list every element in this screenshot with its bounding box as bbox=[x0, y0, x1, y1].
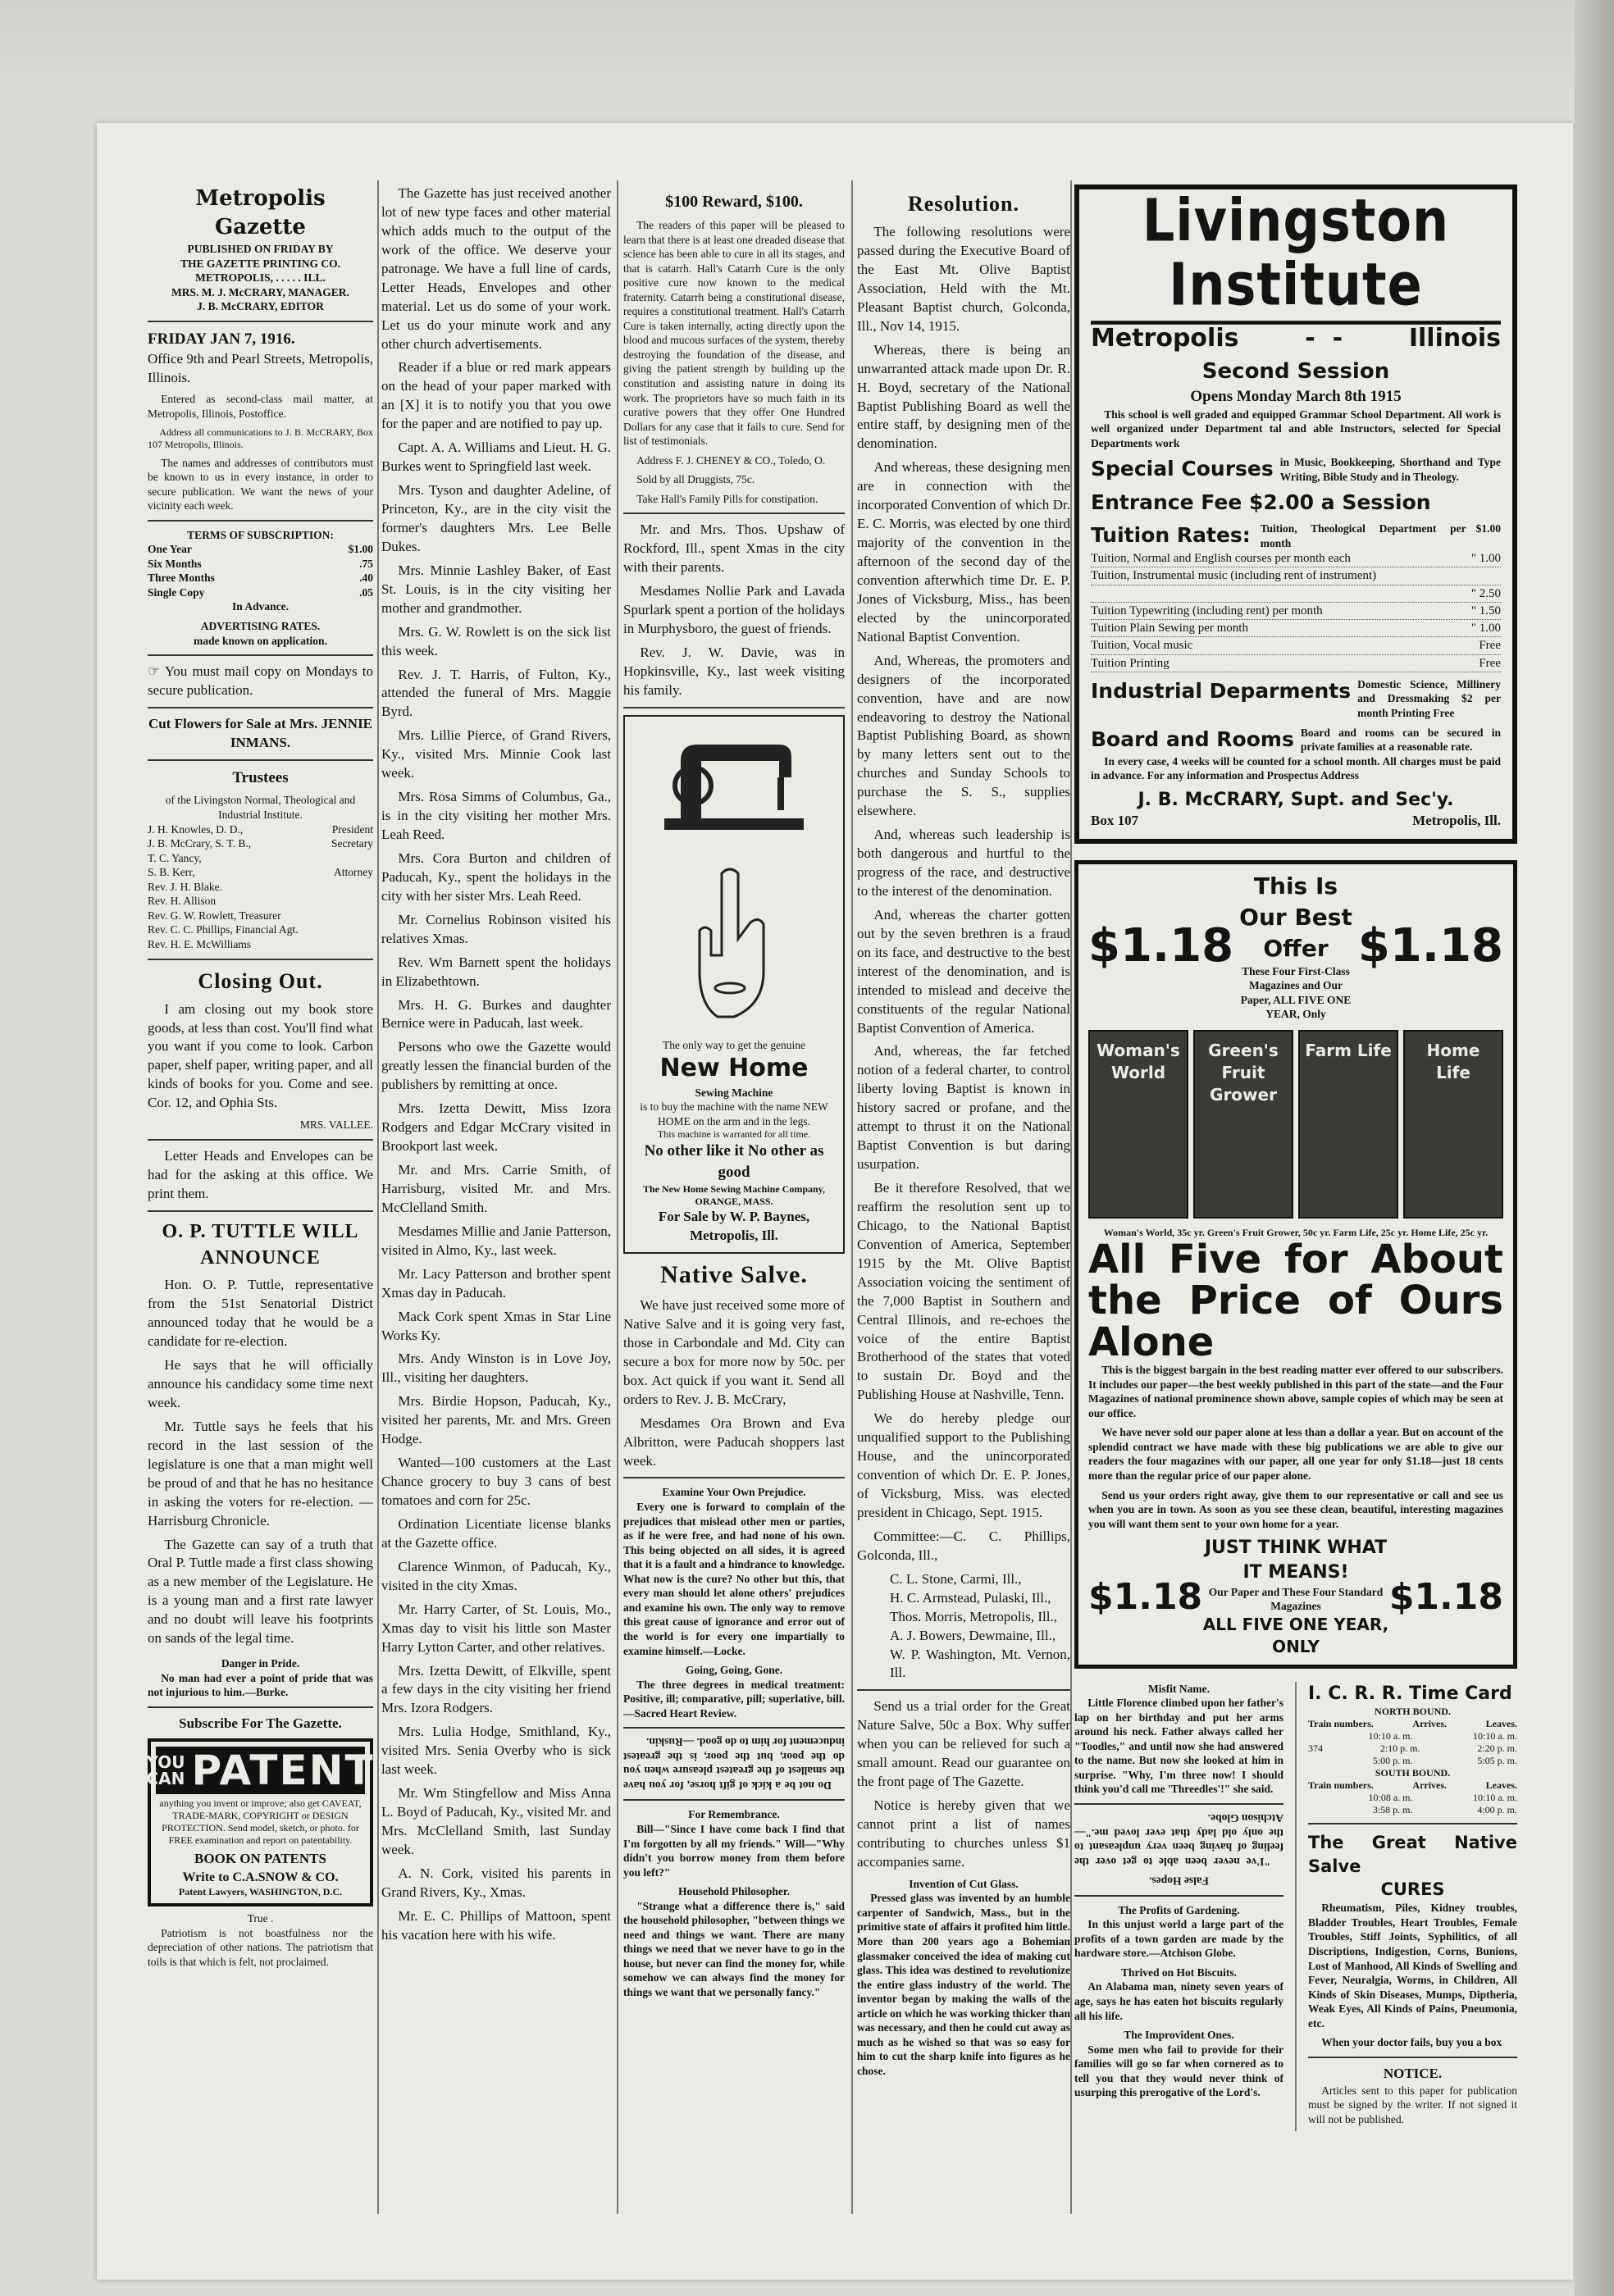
divider bbox=[1308, 2057, 1517, 2058]
reward-pills: Take Hall's Family Pills for constipation. bbox=[636, 492, 818, 505]
offer-price: $1.18 bbox=[1357, 919, 1503, 973]
local-item: Ordination Licentiate license blanks at the Gazette office. bbox=[381, 1515, 611, 1551]
magazine-cover: Farm Life bbox=[1298, 1030, 1398, 1219]
trustee: Rev. C. C. Phillips, Financial Agt. bbox=[148, 923, 299, 936]
livingston-every: In every case, 4 weeks will be counted for a school month. All charges must be paid in advance. For any information and Prospectus Address bbox=[1091, 754, 1501, 782]
tuition-row: " 2.50 bbox=[1091, 585, 1501, 603]
tuttle-para: He says that he will officially announce his candidacy some time next week. bbox=[148, 1357, 373, 1410]
resolution-para: And, whereas, the far fetched notion of a federal charter, to control liberty loving Baptist is known in history sacred or profane, and the attempt to thrust it on the National Baptist Convention is but daring usurpation. bbox=[857, 1043, 1070, 1173]
local-item: Mr. Wm Stingfellow and Miss Anna L. Boyd of Paducah, Ky., visited Mr. and Mrs. McClelland Smith, last Sunday week. bbox=[381, 1785, 611, 1857]
local-item: Mr. Lacy Patterson and brother spent Xmas day in Paducah. bbox=[381, 1265, 611, 1301]
trustee: S. B. Kerr, Attorney bbox=[148, 866, 373, 879]
closing-out-text: I am closing out my book store goods, at less than cost. You'll find what you want if you come to look. Carbon paper, shelf paper, writing paper, and all kinds of books for you. Come and see. Cor. 12, and Ophia Sts. bbox=[148, 1000, 373, 1111]
local-item: Rev. J. T. Harris, of Fulton, Ky., attended the funeral of Mrs. Maggie Byrd. bbox=[381, 666, 611, 720]
local-item: Mrs. Izetta Dewitt, of Elkville, spent a few days in the city visiting her friend Mrs. Izora Rodgers. bbox=[381, 1662, 611, 1716]
divider bbox=[1308, 1823, 1517, 1824]
industrial-departments: Industrial Deparments Domestic Science, Millinery and Dressmaking $2 per month Printing Free bbox=[1091, 677, 1501, 720]
offer-footer bbox=[1088, 1536, 1503, 1657]
new-home-ad bbox=[623, 715, 845, 1254]
resolution-para: And, Whereas, the promoters and designers of the incorporated convention, have and are now endeavoring to destroy the National Baptist Publishing Board, as shown by many letters sent out to the churches and Sunday Schools to purchase the S. S., supplies elsewhere. bbox=[857, 652, 1070, 819]
masthead-title: Metropolis Gazette bbox=[195, 186, 326, 240]
timetable-row: 374 2:10 p. m. 2:20 p. m. bbox=[1308, 1742, 1517, 1755]
committee-member: C. L. Stone, Carmi, Ill., bbox=[890, 1570, 1022, 1587]
native-salve-doctor: When your doctor fails, buy you a box bbox=[1321, 2036, 1502, 2049]
terms-advance: In Advance. bbox=[231, 600, 290, 613]
tuition-row: Tuition Printing Free bbox=[1091, 655, 1501, 672]
livingston-session: Second Session bbox=[1201, 358, 1390, 384]
divider bbox=[148, 759, 373, 761]
offer-title: This Is Our Best Offer bbox=[1239, 872, 1352, 962]
patent-address: Patent Lawyers, WASHINGTON, D.C. bbox=[178, 1886, 343, 1898]
entrance-fee: Entrance Fee $2.00 a Session bbox=[1091, 490, 1431, 515]
right-items bbox=[1308, 1682, 1517, 2132]
hand-icon bbox=[685, 865, 783, 1029]
timetable-header: Train numbers. Arrives. Leaves. bbox=[1308, 1718, 1517, 1730]
offer-text: We have never sold our paper alone at less than a dollar a year. But on account of the splendid contract we have made with these big publications we are able to give our readers the four magazines with our paper, all one year for only $1.18—just 18 cents more than the regular price of our paper alone. bbox=[1088, 1426, 1503, 1482]
patent-you-can: YOU CAN bbox=[146, 1752, 185, 1788]
patent-book: BOOK ON PATENTS bbox=[194, 1850, 326, 1866]
masthead-line: METROPOLIS, . . . . . ILL. bbox=[195, 271, 326, 285]
local-item: The Gazette has just received another lot of new type faces and other material which adds much to the output of the work of the office. We deserve your patronage. We have a full line of cards, Letter Heads, Envelopes and other material. Let us do some of your work. Let us do your minute work and any other church advertisements. bbox=[381, 185, 611, 352]
local-item: Mesdames Nollie Park and Lavada Spurlark spent a portion of the holidays in Murphysboro, the guest of friends. bbox=[623, 583, 845, 637]
divider bbox=[857, 1689, 1070, 1691]
timetable-row: 3:58 p. m. 4:00 p. m. bbox=[1372, 1804, 1517, 1816]
biscuits-text: An Alabama man, ninety seven years of age, says he has eaten hot biscuits regularly all his life. bbox=[1074, 1980, 1283, 2022]
livingston-box: Box 107 Metropolis, Ill. bbox=[1091, 813, 1501, 829]
timetable-row: 5:00 p. m. 5:05 p. m. bbox=[1372, 1755, 1517, 1767]
native-salve-list: Rheumatism, Piles, Kidney troubles, Bladder Troubles, Heart Troubles, Female Troubles, Stiff Joints, Syphilitics, of all Discriptions, Indigestion, Corns, Bunions, Lost of Manhood, All Kinds of Swelling and Fever, Neuralgia, Worms, in Children, All Kinds of Skin Diseases, Mumps, Diptheria, Weak Eyes, All Kinds of Pains, Pneumonia, etc. bbox=[1308, 1902, 1517, 2029]
divider bbox=[1074, 1803, 1283, 1805]
column-3 bbox=[623, 184, 845, 2005]
trustees-intro: of the Livingston Normal, Theological and Industrial Institute. bbox=[165, 794, 356, 822]
notice-text: Articles sent to this paper for publication must be signed by the writer. If not signed it will not be published. bbox=[1308, 2084, 1517, 2125]
examine-text: Every one is forward to complain of the prejudices that mislead other men or parties, as if he were free, and had none of his own. This being objected on all sides, it is agreed that it is a fault and a hindrance to knowledge. What now is the cure? No other but this, that every man should let alone others' prejudices and examine his own. The only way to remove this great cause of ignorance and error out of the world is for every one impartially to examine himself.—Locke. bbox=[623, 1501, 845, 1657]
resolution-para: And whereas, these designing men are in connection with the incorporated Convention of which Dr. E. C. Morris, was elected by one third majority of the convention in the afternoon of the second day of the convention afterwhich time Dr. E. P. Jones of Vicksburg, Miss., has been elected by the unincorporated National Baptist Convention. bbox=[857, 459, 1070, 645]
masthead-line: J. B. McCRARY, EDITOR bbox=[197, 300, 324, 313]
local-item: Mrs. Andy Winston is in Love Joy, Ill., visiting her daughters. bbox=[381, 1351, 611, 1386]
offer-header bbox=[1088, 871, 1503, 1022]
trustee: Rev. H. Allison bbox=[148, 895, 217, 908]
column-1 bbox=[148, 184, 373, 1974]
ad-warranted: This machine is warranted for all time. bbox=[657, 1128, 811, 1141]
resolution-para: And, whereas the charter gotten out by the seven brethren is a fraud on its face, and destructive to the best interest of the denomination, and is intended to mislead and deceive the constituents of the regular National Baptist Convention of America. bbox=[857, 906, 1070, 1036]
patent-text: anything you invent or improve; also get CAVEAT, TRADE-MARK, COPYRIGHT or DESIGN PROTECTION. Send model, sketch, or photo. for FREE examination and report on patentability. bbox=[159, 1797, 362, 1846]
magazine-covers bbox=[1088, 1030, 1503, 1219]
native-salve-ad-title: The Great Native Salve bbox=[1308, 1833, 1517, 1876]
local-item: Mr. E. C. Phillips of Mattoon, spent his vacation here with his wife. bbox=[381, 1907, 611, 1943]
local-item: Mesdames Ora Brown and Eva Albritton, were Paducah shoppers last week. bbox=[623, 1414, 845, 1469]
trustee: J. B. McCrary, S. T. B., Secretary bbox=[148, 837, 373, 850]
local-item: A. N. Cork, visited his parents in Grand Rivers, Ky., Xmas. bbox=[381, 1865, 611, 1900]
pride-text: No man had ever a point of pride that was not injurious to him.—Burke. bbox=[148, 1671, 373, 1699]
committee-member: A. J. Bowers, Dewmaine, Ill., bbox=[890, 1627, 1056, 1643]
ad-for-sale: For Sale by W. P. Baynes, Metropolis, Ill. bbox=[658, 1208, 810, 1243]
divider bbox=[623, 1477, 845, 1478]
resolution-para: We do hereby pledge our unqualified support to the Publishing House, and the unincorporated convention of which Dr. E. P. Jones, of Vicksburg, Miss. was elected president in Chicago, Sept. 1915. bbox=[857, 1410, 1070, 1520]
timetable-row: 10:10 a. m. 10:10 a. m. bbox=[1368, 1730, 1517, 1742]
local-item: Mrs. G. W. Rowlett is on the sick list this week. bbox=[381, 623, 611, 658]
native-salve-text: We have just received some more of Native Salve and it is going very fast, those in Carbondale and Md. City can secure a box for more now by 50c. per box. Act quick if you want it. Send all orders to Rev. J. B. McCrary, bbox=[623, 1297, 845, 1407]
local-item: Mrs. Rosa Simms of Columbus, Ga., is in the city visiting her mother Mrs. Leah Reed. bbox=[381, 789, 611, 842]
column-rule bbox=[617, 180, 618, 2214]
letterheads-notice: Letter Heads and Envelopes can be had for the asking at this office. We print them. bbox=[148, 1147, 373, 1201]
livingston-location: Metropolis - - Illinois bbox=[1091, 324, 1501, 353]
misfit-text: Little Florence climbed upon her father's lap on her birthday and put her arms around his neck. Father always called her "Toodles," and until now she had answered to the name. But now she looked at him in surprise. "Why, I'm three now! I should think you'd call me 'Threedles'!" she said. bbox=[1074, 1697, 1283, 1796]
advertising-text: made known on application. bbox=[194, 634, 327, 647]
ad-buy: is to buy the machine with the name NEW HOME on the arm and in the legs. bbox=[640, 1100, 828, 1128]
local-item: Mrs. Lulia Hodge, Smithland, Ky., visited Mrs. Senia Overby who is sick last week. bbox=[381, 1724, 611, 1778]
local-item: Rev. Wm Barnett spent the holidays in Elizabethtown. bbox=[381, 954, 611, 989]
masthead-line: THE GAZETTE PRINTING CO. bbox=[180, 257, 341, 270]
bottom-section bbox=[1074, 1682, 1517, 2132]
livingston-sign: J. B. McCRARY, Supt. and Sec'y. bbox=[1138, 789, 1454, 810]
resolution-para: Be it therefore Resolved, that we reaffirm the resolution sent up to Chicago, to the National Baptist Convention of America, September 1915 by the Mt. Olive Baptist Association voicing the sentiment of the 7,000 Baptist in Southern and Central Illinois, and re-echoes the voice of the entire Baptist Brotherhood of the states that voted to sustain Dr. Boyd and the Publishing House at Nashville, Tenn. bbox=[857, 1180, 1070, 1403]
native-salve-title: Native Salve. bbox=[660, 1260, 808, 1288]
tuition-header: Tuition Rates: Tuition, Theological Department per month $1.00 bbox=[1091, 522, 1501, 549]
magazine-cover: Woman's World bbox=[1088, 1030, 1188, 1219]
icrr-title: I. C. R. R. Time Card bbox=[1308, 1683, 1512, 1704]
scan-top-margin bbox=[0, 0, 1614, 98]
committee-line: Committee:—C. C. Phillips, Golconda, Ill., bbox=[857, 1528, 1070, 1563]
upside-down-item: "I've never been able to get over the feeling of having been very unpleasant to the only old lady that ever loved me."—Atchison Globe. bbox=[1074, 1812, 1283, 1869]
divider bbox=[623, 512, 845, 514]
offer-subtitle: These Four First-Class Magazines and Our Paper, ALL FIVE ONE YEAR, Only bbox=[1240, 964, 1352, 1021]
pride-title: Danger in Pride. bbox=[221, 1657, 300, 1670]
local-item: Mr. and Mrs. Thos. Upshaw of Rockford, Ill., spent Xmas in the city with their parents. bbox=[623, 522, 845, 576]
divider bbox=[623, 1799, 845, 1801]
magazine-offer-ad bbox=[1074, 860, 1517, 1668]
remembrance-text: Bill—"Since I have come back I find that I'm forgotten by all my friends." Will—"Why didn't you borrow money from them before you left?" bbox=[623, 1822, 845, 1879]
north-bound: NORTH BOUND. bbox=[1375, 1706, 1451, 1718]
true-title: True . bbox=[247, 1912, 274, 1925]
reward-sold: Sold by all Druggists, 75c. bbox=[636, 473, 755, 486]
terms-row: Six Months .75 bbox=[148, 557, 373, 570]
offer-price: $1.18 bbox=[1088, 919, 1234, 973]
ad-sewing-machine: Sewing Machine bbox=[695, 1086, 773, 1099]
divider bbox=[148, 321, 373, 322]
names-notice: The names and addresses of contributors must be known to us in every instance, in order to secure publication. We want the news of your vicinity each week. bbox=[148, 456, 373, 512]
going-title: Going, Going, Gone. bbox=[685, 1664, 783, 1677]
sewing-machine-icon bbox=[656, 728, 812, 851]
resolution-para: And, whereas such leadership is both dangerous and hurtful to the progress of the race, and destructive to the interest of the denomination. bbox=[857, 827, 1070, 899]
entered-notice: Entered as second-class mail matter, at Metropolis, Illinois, Postoffice. bbox=[148, 393, 373, 420]
scan-right-edge bbox=[1575, 0, 1614, 2296]
patent-ad bbox=[148, 1738, 373, 1907]
livingston-intro: This school is well graded and equipped Grammar School Department. All work is well organized under Department tal and able Instructors, selected for Special Departments work bbox=[1091, 408, 1501, 449]
names-list-notice: Notice is hereby given that we cannot print a list of names contributing to churches unless $1 accompanies same. bbox=[857, 1797, 1070, 1870]
divider bbox=[623, 707, 845, 708]
cut-glass-title: Invention of Cut Glass. bbox=[909, 1877, 1019, 1890]
mail-copy-notice: ☞ You must mail copy on Mondays to secure publication. bbox=[148, 663, 373, 699]
timetable-header: Train numbers. Arrives. Leaves. bbox=[1308, 1779, 1517, 1792]
special-courses: Special Courses in Music, Bookkeeping, Shorthand and Type Writing, Bible Study and in Theology. bbox=[1091, 456, 1501, 483]
trustee: T. C. Yancy, bbox=[148, 851, 202, 864]
local-item: Mesdames Millie and Janie Patterson, visited in Almo, Ky., last week. bbox=[381, 1223, 611, 1258]
terms-row: One Year $1.00 bbox=[148, 543, 373, 556]
household-title: Household Philosopher. bbox=[677, 1885, 791, 1898]
trustees-list bbox=[148, 822, 373, 952]
divider bbox=[148, 1706, 373, 1708]
divider bbox=[623, 1727, 845, 1729]
local-item: Persons who owe the Gazette would greatly lessen the financial burden of the publishers by remitting at once. bbox=[381, 1039, 611, 1093]
closing-out-sign: MRS. VALLEE. bbox=[299, 1118, 373, 1132]
patent-word: PATENT bbox=[191, 1746, 375, 1794]
local-item: Mr. Harry Carter, of St. Louis, Mo., Xmas day to visit his little son Master Harry Lytton Carter, and other relatives. bbox=[381, 1601, 611, 1655]
local-item: Mrs. H. G. Burkes and daughter Bernice were in Paducah, last week. bbox=[381, 996, 611, 1032]
flowers-ad: Cut Flowers for Sale at Mrs. JENNIE INMANS. bbox=[148, 715, 373, 750]
tuttle-para: The Gazette can say of a truth that Oral P. Tuttle made a first class showing as a new member of the Legislature. He is a young man and a first rate lawyer and no doubt will leave his footprints on sands of the legal time. bbox=[148, 1536, 373, 1647]
committee-member: Thos. Morris, Metropolis, Ill., bbox=[890, 1608, 1057, 1624]
offer-text: Send us your orders right away, give them to our representative or call and see us when you are in town. As soon as you see these clean, beautiful, interesting magazines you will want them sent to your own home for a year. bbox=[1088, 1488, 1503, 1530]
local-item: Mrs. Lillie Pierce, of Grand Rivers, Ky., visited Mrs. Minnie Cook last week. bbox=[381, 727, 611, 781]
magazine-cover: Home Life bbox=[1403, 1030, 1503, 1219]
divider bbox=[148, 520, 373, 522]
trustee: Rev. J. H. Blake. bbox=[148, 880, 222, 893]
remembrance-title: For Remembrance. bbox=[688, 1808, 780, 1821]
offer-text: This is the biggest bargain in the best reading matter ever offered to our subscribers. It includes our paper—the best weekly published in this part of the state—and the Four Magazines of national prominence shown above, sample copies of which may be seen at our office. bbox=[1088, 1364, 1503, 1419]
committee-member: W. P. Washington, Mt. Vernon, Ill. bbox=[890, 1646, 1070, 1681]
divider bbox=[148, 959, 373, 960]
south-bound: SOUTH BOUND. bbox=[1375, 1767, 1451, 1779]
column-2 bbox=[381, 184, 611, 1950]
issue-date: FRIDAY JAN 7, 1916. bbox=[148, 330, 295, 348]
just-sub: Our Paper and These Four Standard Magazines bbox=[1208, 1585, 1384, 1613]
local-item: Mr. and Mrs. Carrie Smith, of Harrisburg, visited Mr. and Mrs. McClelland Smith. bbox=[381, 1162, 611, 1215]
cut-glass-text: Pressed glass was invented by an humble carpenter of Sandwich, Mass., but in the primitive state of affairs it profited him little. More than 200 years ago a Bohemian glassmaker conceived the idea of making cut glass. This idea was destined to revolutionize the entire glass industry of the world. The inventor began by making the walls of the article on which he was working thicker than was necessary, and then he could cut away as much as he wished so that was so easy for him to cut the sharp knife into figures as he chose. bbox=[857, 1892, 1070, 2077]
column-4 bbox=[857, 184, 1070, 2084]
false-hopes-title: False Hopes. bbox=[1149, 1875, 1209, 1888]
trustee: Rev. H. E. McWilliams bbox=[148, 937, 252, 950]
masthead-line: PUBLISHED ON FRIDAY BY bbox=[187, 243, 334, 256]
reward-title: $100 Reward, $100. bbox=[665, 193, 803, 211]
offer-price: $1.18 bbox=[1088, 1575, 1203, 1618]
column-rule bbox=[851, 180, 853, 2214]
local-item: Mrs. Birdie Hopson, Paducah, Ky., visited her parents, Mr. and Mrs. Green Hodge. bbox=[381, 1393, 611, 1447]
tuition-row: Tuition, Vocal music Free bbox=[1091, 637, 1501, 654]
just-think: JUST THINK WHAT IT MEANS! bbox=[1204, 1538, 1388, 1583]
terms-title: TERMS OF SUBSCRIPTION: bbox=[187, 528, 334, 541]
local-item: Mrs. Minnie Lashley Baker, of East St. Louis, is in the city visiting her mother and grandmother. bbox=[381, 562, 611, 616]
divider bbox=[148, 1210, 373, 1212]
true-text: Patriotism is not boastfulness nor the depreciation of other nations. The patriotism that toils is that which is felt, not proclaimed. bbox=[148, 1926, 373, 1968]
column-rule bbox=[1295, 1682, 1297, 2132]
terms-list bbox=[148, 542, 373, 599]
misc-items bbox=[1074, 1682, 1283, 2132]
offer-price: $1.18 bbox=[1388, 1575, 1503, 1618]
masthead-line: MRS. M. J. McCRARY, MANAGER. bbox=[171, 285, 349, 298]
notice-title: NOTICE. bbox=[1383, 2065, 1443, 2081]
closing-out-title: Closing Out. bbox=[198, 968, 323, 993]
reward-address: Address F. J. CHENEY & CO., Toledo, O. bbox=[636, 453, 826, 467]
resolution-title: Resolution. bbox=[908, 192, 1019, 216]
tuition-row: Tuition, Normal and English courses per month each " 1.00 bbox=[1091, 550, 1501, 567]
local-item: Mrs. Tyson and daughter Adeline, of Princeton, Ky., are in the city visit the former's daughters Mrs. Lee Belle Dukes. bbox=[381, 482, 611, 554]
terms-row: Three Months .40 bbox=[148, 572, 373, 585]
divider bbox=[148, 1139, 373, 1141]
divider bbox=[148, 707, 373, 708]
trustee: Rev. G. W. Rowlett, Treasurer bbox=[148, 909, 281, 922]
just-all: ALL FIVE ONE YEAR, ONLY bbox=[1202, 1614, 1389, 1656]
tuttle-para: Hon. O. P. Tuttle, representative from the 51st Senatorial District announced today that he would be a candidate for re-election. bbox=[148, 1277, 373, 1350]
local-item: Reader if a blue or red mark appears on the head of your paper marked with an [X] it is to notify you that you owe for the paper and are notified to pay up. bbox=[381, 359, 611, 432]
office-address: Office 9th and Pearl Streets, Metropolis, Illinois. bbox=[148, 350, 373, 385]
ad-no-other: No other like it No other as good bbox=[644, 1142, 824, 1182]
biscuits-title: Thrived on Hot Biscuits. bbox=[1120, 1966, 1238, 1979]
trustees-title: Trustees bbox=[232, 768, 289, 786]
local-item: Wanted—100 customers at the Last Chance grocery to buy 3 cans of best tomatoes and corn for 25c. bbox=[381, 1455, 611, 1508]
salve-order-notice: Send us a trial order for the Great Nature Salve, 50c a Box. Why suffer when you can be relieved for such a small amount. Read our guarantee on the front page of The Gazette. bbox=[857, 1698, 1070, 1790]
magazine-prices: Woman's World, 35c yr. Green's Fruit Grower, 50c yr. Farm Life, 25c yr. Home Life, 25c yr. bbox=[1103, 1226, 1489, 1238]
trustee: J. H. Knowles, D. D., President bbox=[148, 822, 373, 836]
improvident-title: The Improvident Ones. bbox=[1124, 2029, 1234, 2042]
native-salve-cures: CURES bbox=[1380, 1879, 1445, 1899]
column-rule bbox=[1070, 180, 1072, 2214]
resolution-para: The following resolutions were passed during the Executive Board of the East Mt. Olive Baptist Association, Held with the Mt. Pleasant Baptist church, Golconda, Ill., Nov 14, 1915. bbox=[857, 224, 1070, 334]
all-five-headline: All Five for About the Price of Ours Alone bbox=[1088, 1236, 1503, 1365]
ad-company: The New Home Sewing Machine Company, ORANGE, MASS. bbox=[643, 1182, 825, 1207]
local-item: Mrs. Izetta Dewitt, Miss Izora Rodgers and Edgar McCrary visited in Brookport last week. bbox=[381, 1100, 611, 1155]
livingston-title: Livingston Institute bbox=[1091, 189, 1501, 325]
reward-text: The readers of this paper will be pleased to learn that there is at least one dreaded disease that science has been able to cure in all its stages, and that is catarrh. Hall's Catarrh Cure is the only positive cure now known to the medical fraternity. Catarrh being a constitutional disease, requires a constitutional treatment. Hall's Catarrh Cure is taken internally, acting directly upon the blood and mucous surfaces of the system, thereby destroying the foundation of the disease, and giving the patient strength by building up the constitution and assisting nature in doing its work. The proprietors have so much faith in its curative powers that they offer One Hundred Dollars for any case that it fails to cure. Send for list of testimonials. bbox=[623, 219, 845, 448]
magazine-cover: Green's Fruit Grower bbox=[1193, 1030, 1293, 1219]
improvident-text: Some men who fail to provide for their families will go so far when cornered as to tell you that they would never think of usurping this prerogative of the Lord's. bbox=[1074, 2043, 1283, 2099]
column-5 bbox=[1074, 184, 1517, 2131]
advertising-title: ADVERTISING RATES. bbox=[200, 620, 321, 632]
local-item: Mack Cork spent Xmas in Star Line Works Ky. bbox=[381, 1308, 611, 1343]
ad-only-way: The only way to get the genuine bbox=[663, 1038, 805, 1051]
local-item: Capt. A. A. Williams and Lieut. H. G. Burkes went to Springfield last week. bbox=[381, 440, 611, 475]
local-item: Clarence Winmon, of Paducah, Ky., visited in the city Xmas. bbox=[381, 1558, 611, 1593]
ad-new-home: New Home bbox=[659, 1054, 809, 1083]
household-text: "Strange what a difference there is," said the household philosopher, "between things we need and things we want. There are many things we need that we never have to go in the house, but never can find the money for, while somehow we can always find the money for things we want that we personally fancy." bbox=[623, 1899, 845, 1998]
subscribe-notice: Subscribe For The Gazette. bbox=[179, 1715, 342, 1731]
local-item: Mrs. Cora Burton and children of Paducah, Ky., spent the holidays in the city with her sister Mrs. Leah Reed. bbox=[381, 850, 611, 904]
profits-title: The Profits of Gardening. bbox=[1118, 1903, 1240, 1916]
upside-down-item: Do not be a kick of gift horse, for you have the smallest of the greatest pleasure when you do the poor, but the poor, is the greatest inducement for him to do good. —Ruskin. bbox=[623, 1736, 845, 1793]
tuttle-headline: O. P. TUTTLE WILL ANNOUNCE bbox=[162, 1220, 359, 1269]
divider bbox=[148, 654, 373, 656]
terms-row: Single Copy .05 bbox=[148, 585, 373, 599]
timetable-row: 10:08 a. m. 10:10 a. m. bbox=[1368, 1792, 1517, 1804]
column-rule bbox=[377, 180, 379, 2214]
board-rooms: Board and Rooms Board and rooms can be secured in private families at a reasonable rate. bbox=[1091, 726, 1501, 754]
tuttle-para: Mr. Tuttle says he feels that his record in the last session of the legislature is one that a man might well be proud of and that he has no hesitance in asking the voters for re-election. —Harrisburg Chronicle. bbox=[148, 1418, 373, 1528]
local-item: Rev. J. W. Davie, was in Hopkinsville, Ky., last week visiting his family. bbox=[623, 645, 845, 698]
committee-list bbox=[857, 1570, 1070, 1683]
committee-member: H. C. Armstead, Pulaski, Ill., bbox=[890, 1589, 1051, 1606]
divider bbox=[1074, 1895, 1283, 1897]
resolution-para: Whereas, there is being an unwarranted attack made upon Dr. R. H. Boyd, secretary of the National Baptist Publishing Board as well the entire staff, by designing men of the denomination. bbox=[857, 341, 1070, 452]
pointing-hand-icon: ☞ bbox=[148, 663, 161, 680]
tuition-row: Tuition, Instrumental music (including rent of instrument) bbox=[1091, 567, 1501, 585]
examine-title: Examine Your Own Prejudice. bbox=[662, 1486, 806, 1499]
livingston-institute-ad bbox=[1074, 184, 1517, 844]
address-notice: Address all communications to J. B. McCRARY, Box 107 Metropolis, Illinois. bbox=[148, 426, 373, 450]
going-text: The three degrees in medical treatment: Positive, ill; comparative, pill; superlative, bill.—Sacred Heart Review. bbox=[623, 1678, 845, 1720]
misfit-title: Misfit Name. bbox=[1148, 1682, 1210, 1695]
tuition-row: Tuition Plain Sewing per month " 1.00 bbox=[1091, 620, 1501, 637]
livingston-opens: Opens Monday March 8th 1915 bbox=[1190, 387, 1402, 405]
profits-text: In this unjust world a large part of the profits of a town garden are made by the hardware store.—Atchison Globe. bbox=[1074, 1918, 1283, 1960]
tuition-row: Tuition Typewriting (including rent) per month " 1.50 bbox=[1091, 603, 1501, 620]
local-item: Mr. Cornelius Robinson visited his relatives Xmas. bbox=[381, 911, 611, 946]
patent-write: Write to C.A.SNOW & CO. bbox=[182, 1870, 339, 1884]
